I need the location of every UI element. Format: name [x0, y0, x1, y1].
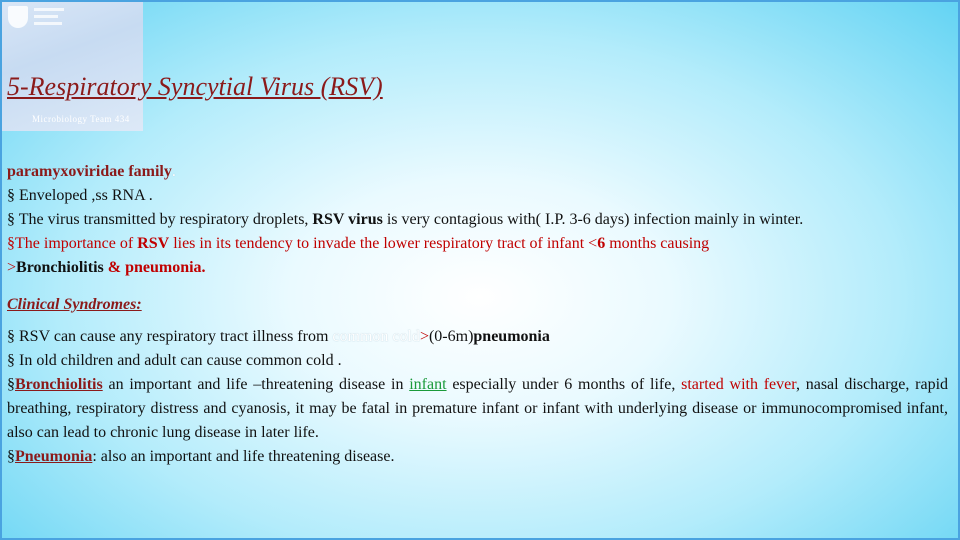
importance-text-rest: lies in its tendency to invade the lower respiratory tract of infant <: [169, 235, 598, 252]
started-with-fever: started with fever: [681, 376, 796, 393]
slide-title: 5-Respiratory Syncytial Virus (RSV): [7, 72, 383, 101]
bullet-causing: [7, 256, 948, 280]
age-range: (0-6m): [428, 328, 474, 345]
bullet-enveloped: § Enveloped ,ss RNA .: [7, 187, 153, 204]
rsv-virus-term: RSV virus: [312, 211, 383, 228]
item4-text: : also an important and life threatening disease.: [92, 448, 395, 465]
team-logo: [2, 2, 143, 131]
logo-line: [34, 15, 58, 18]
bronchiolitis-term: Bronchiolitis: [16, 259, 104, 276]
transmission-text: § The virus transmitted by respiratory droplets,: [7, 211, 313, 228]
importance-text: §The importance of: [7, 235, 138, 252]
item3-text-end: , nasal discharge, rapid breathing, respiratory distress and cyanosis, it may be fatal in premature infant or infant with underlying disease or immunocompromised infant, also can lead to chronic lung disease in later life.: [7, 376, 949, 441]
family-text: paramyxoviridae family: [7, 163, 172, 180]
item3-text-mid: especially under 6 months of life,: [446, 376, 682, 393]
importance-text-end: months causing: [605, 235, 710, 252]
pneumonia-term: pneumonia: [473, 328, 550, 345]
clinical-item-1: [7, 325, 948, 349]
logo-caption: Microbiology Team 434: [32, 114, 130, 124]
item1-text: § RSV can cause any respiratory tract illness from: [7, 328, 333, 345]
bronchiolitis-term: Bronchiolitis: [15, 376, 103, 393]
family-period: .: [171, 163, 176, 180]
infant-term: infant: [409, 376, 447, 393]
logo-line: [34, 22, 62, 25]
clinical-item-2: § In old children and adult can cause common cold .: [7, 352, 342, 369]
item3-text: an important and life –threatening disease in: [102, 376, 410, 393]
clinical-item-3: [7, 373, 948, 445]
arrow-mark: >: [419, 328, 429, 345]
six-months-value: 6: [597, 235, 606, 252]
pneumonia-heading-term: Pneumonia: [15, 448, 93, 465]
bullet-transmission: [7, 208, 948, 232]
bullet-mark: §: [7, 448, 15, 465]
bullet-mark: §: [7, 376, 15, 393]
transmission-text-rest: is very contagious with( I.P. 3-6 days) infection mainly in winter.: [382, 211, 804, 228]
bullet-importance: [7, 232, 948, 256]
ampersand: &: [103, 259, 126, 276]
clinical-heading: Clinical Syndromes:: [7, 296, 142, 313]
common-cold-term: common cold: [332, 328, 420, 345]
clinical-item-4: [7, 445, 948, 469]
rsv-term: RSV: [137, 235, 170, 252]
logo-line: [34, 8, 64, 11]
slide-body: [7, 160, 948, 469]
family-line: [7, 160, 948, 184]
crest-icon: [8, 6, 28, 28]
pneumonia-term: pneumonia.: [125, 259, 206, 276]
arrow-mark: >: [7, 259, 17, 276]
